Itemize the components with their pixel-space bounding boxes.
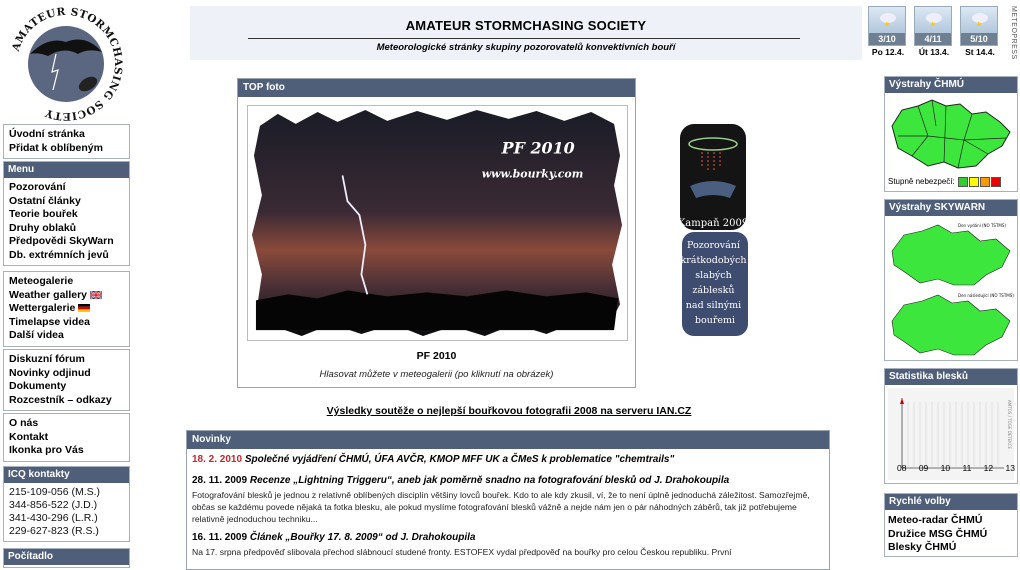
community-box (3, 349, 130, 411)
menu-item-about[interactable]: O nás (9, 417, 39, 429)
top-photo-vote-note: Hlasovat můžete v meteogalerii (po kliknutí na obrázek) (319, 369, 554, 380)
top-photo-image[interactable] (247, 105, 628, 341)
icq-contact: 229-627-823 (R.S.) (9, 525, 99, 537)
uk-flag-icon (90, 291, 102, 299)
site-subtitle: Meteorologické stránky skupiny pozorovatelů konvektivních bouří (376, 42, 676, 53)
forecast-score: 3/10 (869, 33, 905, 45)
menu-item-documents[interactable]: Dokumenty (9, 380, 67, 392)
forecast-day-2[interactable] (914, 6, 954, 57)
campaign-line: záblesků (692, 285, 735, 296)
icq-contact: 344-856-522 (J.D.) (9, 499, 98, 511)
news-item[interactable] (187, 531, 829, 558)
skywarn-maps[interactable] (888, 219, 1014, 359)
news-item[interactable] (187, 453, 829, 466)
icq-box (3, 466, 130, 542)
news-body: Na 17. srpna předpověď slibovala přechod slábnoucí studené fronty. ESTOFEX vydal předpověď na bouřky pro celou Českou republiku. První (192, 547, 732, 557)
quick-choices-title: Rychlé volby (885, 494, 1017, 510)
menu-item-timelapse[interactable]: Timelapse videa (9, 315, 90, 328)
skywarn-warnings-title: Výstrahy SKYWARN (885, 200, 1017, 216)
lightning-stats-box (884, 368, 1018, 484)
contest-results-link[interactable]: Výsledky soutěže o nejlepší bouřkovou fotografii 2008 na serveru IAN.CZ (326, 405, 692, 417)
add-favorite-link[interactable]: Přidat k oblíbeným (9, 141, 103, 154)
photo-title-text: PF 2010 (501, 138, 575, 158)
axis-tick: 13 (1005, 463, 1015, 473)
axis-tick: 10 (940, 463, 951, 473)
weather-gallery-label: Weather gallery (9, 288, 88, 301)
axis-tick: 09 (918, 463, 929, 473)
chmu-warnings-title: Výstrahy ČHMÚ (885, 77, 1017, 93)
menu-title: Menu (4, 162, 129, 178)
menu-item-articles[interactable]: Ostatní články (9, 194, 81, 207)
storm-cloud-icon (878, 12, 898, 26)
menu-item-videos[interactable]: Další videa (9, 329, 64, 341)
danger-swatch-orange (980, 177, 990, 187)
axis-tick: 12 (983, 463, 994, 473)
menu-item-meteogalerie[interactable]: Meteogalerie (9, 275, 74, 287)
forecast-day-1[interactable] (868, 6, 908, 57)
header-banner (190, 6, 862, 60)
news-body: Fotografování blesků je jednou z relativně oblíbených disciplín většiny lovců bouřek. Kdo to ale kdy zkusil, ví, že to není úplně jednoduchá záležitost. Samozřejmě, občas se každému povede nějaká ta fotka blesku, ale pokud myslíme fotografování blesků vážně a nejde nám jen o pár náhodných záběrů, tak již potřebujeme relativně jednoduchou techniku... (192, 490, 810, 524)
about-box (3, 413, 130, 462)
forecast-day: St 14.4. (965, 47, 995, 57)
skywarn-warnings-box (884, 199, 1018, 361)
news-header: Novinky (187, 431, 829, 449)
icq-contact: 341-430-296 (L.R.) (9, 512, 98, 524)
news-headline[interactable]: Recenze „Lightning Triggeru“, aneb jak poměrně snadno na fotografování blesků od J. Drahokoupila (249, 475, 730, 486)
site-logo[interactable] (8, 6, 124, 122)
gallery-box (3, 271, 130, 347)
menu-item-weather-gallery[interactable] (9, 289, 124, 303)
top-photo-caption: PF 2010 (416, 350, 457, 362)
menu-item-forum[interactable]: Diskuzní fórum (9, 353, 85, 365)
top-photo-header: TOP foto (238, 79, 635, 97)
quick-links-box (3, 124, 130, 159)
campaign-line: Pozorování (687, 240, 740, 251)
forecast-day-3[interactable] (960, 6, 1000, 57)
news-headline[interactable]: Společné vyjádření ČHMÚ, ÚFA AVČR, KMOP MFF UK a ČMeS k problematice "chemtrails" (244, 454, 675, 465)
lightning-stats-title: Statistika blesků (885, 369, 1017, 385)
menu-item-observations[interactable]: Pozorování (9, 181, 66, 193)
campaign-line: slabých (695, 270, 732, 281)
meteopress-label[interactable]: METEOPRESS (1010, 6, 1017, 60)
menu-item-extreme-db[interactable]: Db. extrémních jevů (9, 248, 109, 261)
skywarn-map-label-1: Den vydání (NO TSTMS) (958, 223, 1006, 228)
news-item[interactable] (187, 474, 829, 525)
top-photo-panel (237, 78, 636, 388)
danger-label: Stupně nebezpečí: (888, 177, 955, 187)
quick-link-satellite[interactable]: Družice MSG ČHMÚ (888, 527, 988, 540)
news-date: 16. 11. 2009 (192, 532, 248, 543)
counter-title: Počítadlo (4, 549, 129, 565)
menu-item-news-elsewhere[interactable]: Novinky odjinud (9, 366, 91, 379)
logo-text: AMATEUR STORMCHASING SOCIETY (9, 6, 124, 122)
chmu-warnings-box (884, 76, 1018, 192)
counter-box (3, 548, 130, 568)
home-link[interactable]: Úvodní stránka (9, 128, 85, 140)
danger-swatch-green (958, 177, 968, 187)
menu-item-clouds[interactable]: Druhy oblaků (9, 221, 77, 234)
lightning-axis (897, 463, 1015, 473)
danger-legend (888, 177, 1014, 187)
news-headline[interactable]: Článek „Bouřky 17. 8. 2009“ od J. Drahokoupila (249, 532, 476, 543)
quick-link-radar[interactable]: Meteo-radar ČHMÚ (888, 514, 983, 526)
quick-choices-box (884, 493, 1018, 557)
campaign-line: krátkodobých (680, 255, 747, 266)
campaign-title: Kampaň 2009 (678, 218, 749, 229)
skywarn-map-label-2: Den následující (NO TSTMS) (958, 293, 1014, 298)
menu-box (3, 161, 130, 266)
icq-contact: 215-109-056 (M.S.) (9, 486, 101, 498)
campaign-2009-banner[interactable] (678, 124, 778, 338)
menu-item-links[interactable]: Rozcestník – odkazy (9, 393, 112, 406)
axis-tick: 11 (962, 463, 972, 473)
news-date: 28. 11. 2009 (192, 475, 248, 486)
forecast-day: Po 12.4. (871, 47, 905, 57)
menu-item-skywarn[interactable]: Předpovědi SkyWarn (9, 235, 114, 247)
forecast-score: 4/11 (915, 33, 951, 45)
danger-swatch-yellow (969, 177, 979, 187)
storm-cloud-icon (924, 12, 944, 26)
campaign-line: bouřemi (694, 315, 736, 326)
quick-link-lightning[interactable]: Blesky ČHMÚ (888, 541, 957, 553)
menu-item-wettergalerie[interactable] (9, 302, 124, 316)
german-flag-icon (78, 304, 90, 312)
danger-swatch-red (991, 177, 1001, 187)
news-date: 18. 2. 2010 (192, 454, 243, 465)
icq-title: ICQ kontakty (4, 467, 129, 483)
menu-item-theory[interactable]: Teorie bouřek (9, 208, 78, 220)
chmu-warning-map[interactable] (888, 96, 1014, 174)
forecast-day: Út 13.4. (918, 47, 950, 57)
axis-tick: 08 (897, 463, 907, 473)
lightning-side-label: AMTOS / TOGE DETEKCE (1007, 400, 1012, 450)
storm-cloud-icon (970, 12, 990, 26)
site-title: AMATEUR STORMCHASING SOCIETY (405, 18, 647, 33)
photo-url-text: www.bourky.com (481, 167, 584, 181)
menu-item-contact[interactable]: Kontakt (9, 430, 49, 443)
wettergalerie-label: Wettergalerie (9, 302, 76, 314)
forecast-score: 5/10 (961, 33, 997, 45)
campaign-line: nad silnými (685, 300, 742, 311)
menu-item-icon-for-you[interactable]: Ikonka pro Vás (9, 444, 84, 456)
news-panel (186, 430, 830, 570)
